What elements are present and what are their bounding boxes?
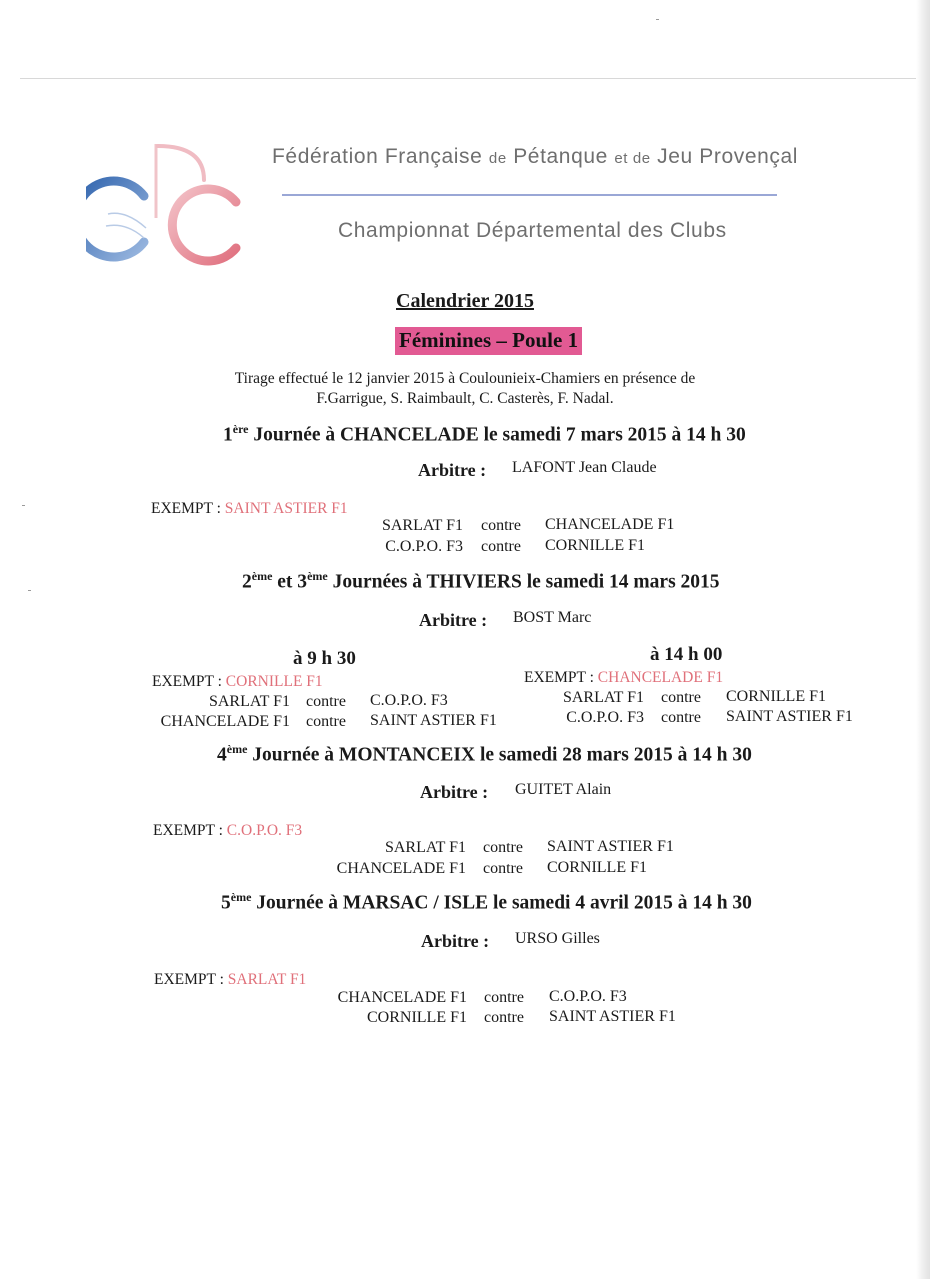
match-home: SARLAT F1	[381, 517, 463, 534]
contre-label: contre	[483, 839, 523, 856]
page-title: Calendrier 2015	[396, 290, 534, 312]
contre-label: contre	[484, 989, 524, 1006]
contre-label: contre	[481, 517, 521, 534]
exempt-line: EXEMPT : C.O.P.O. F3	[153, 822, 303, 839]
exempt-line: EXEMPT : SARLAT F1	[154, 971, 307, 988]
contre-label: contre	[661, 709, 701, 726]
exempt-line: EXEMPT : CHANCELADE F1	[524, 669, 724, 686]
contre-label: contre	[306, 693, 346, 710]
contre-label: contre	[306, 713, 346, 730]
contre-label: contre	[483, 860, 523, 877]
match-away: SAINT ASTIER F1	[547, 838, 674, 855]
match-home: C.O.P.O. F3	[566, 709, 644, 726]
championnat-title: Championnat Départemental des Clubs	[338, 219, 727, 242]
scan-right-edge	[916, 0, 930, 1279]
session-time: à 14 h 00	[650, 644, 723, 665]
session-time: à 9 h 30	[293, 648, 356, 669]
match-home: C.O.P.O. F3	[385, 538, 463, 555]
journee-2-3-heading: 2ème et 3ème Journées à THIVIERS le samedi 14 mars 2015	[242, 569, 720, 593]
match-home: SARLAT F1	[208, 693, 290, 710]
arbitre-name: BOST Marc	[513, 609, 592, 626]
exempt-line: EXEMPT : CORNILLE F1	[152, 673, 323, 690]
poule-heading: Féminines – Poule 1	[395, 327, 582, 355]
arbitre-name: URSO Gilles	[515, 930, 600, 947]
match-home: CHANCELADE F1	[337, 989, 467, 1006]
arbitre-label: Arbitre :	[418, 460, 487, 480]
arbitre-name: LAFONT Jean Claude	[512, 459, 657, 476]
match-away: CORNILLE F1	[547, 859, 647, 876]
journee-5-heading: 5ème Journée à MARSAC / ISLE le samedi 4 avril 2015 à 14 h 30	[221, 890, 752, 914]
arbitre-name: GUITET Alain	[515, 781, 612, 798]
scan-speck	[656, 19, 659, 20]
match-away: CORNILLE F1	[726, 688, 826, 705]
arbitre-label: Arbitre :	[419, 610, 488, 630]
contre-label: contre	[661, 689, 701, 706]
match-home: SARLAT F1	[562, 689, 644, 706]
match-away: C.O.P.O. F3	[549, 988, 627, 1005]
journee-1-heading: 1ère Journée à CHANCELADE le samedi 7 mars 2015 à 14 h 30	[223, 422, 746, 446]
tirage-info: Tirage effectué le 12 janvier 2015 à Coulounieix-Chamiers en présence de F.Garrigue, S. Raimbault, C. Casterès, F. Nadal.	[234, 370, 696, 407]
scan-speck	[22, 505, 25, 506]
arbitre-label: Arbitre :	[420, 782, 489, 802]
scan-top-rule	[20, 78, 925, 79]
journee-4-heading: 4ème Journée à MONTANCEIX le samedi 28 mars 2015 à 14 h 30	[217, 742, 752, 766]
match-home: SARLAT F1	[384, 839, 466, 856]
scan-speck	[28, 590, 31, 591]
header-divider	[282, 194, 777, 196]
match-away: SAINT ASTIER F1	[549, 1008, 676, 1025]
contre-label: contre	[484, 1009, 524, 1026]
federation-name: Fédération Française de Pétanque et de Jeu Provençal	[272, 145, 799, 168]
exempt-line: EXEMPT : SAINT ASTIER F1	[151, 500, 348, 517]
contre-label: contre	[481, 538, 521, 555]
match-home: CHANCELADE F1	[160, 713, 290, 730]
match-away: C.O.P.O. F3	[370, 692, 448, 709]
match-home: CORNILLE F1	[367, 1009, 467, 1026]
cdc-logo-icon	[86, 138, 246, 268]
arbitre-label: Arbitre :	[421, 931, 490, 951]
match-away: SAINT ASTIER F1	[370, 712, 497, 729]
match-away: CHANCELADE F1	[545, 516, 675, 533]
match-home: CHANCELADE F1	[336, 860, 466, 877]
match-away: CORNILLE F1	[545, 537, 645, 554]
match-away: SAINT ASTIER F1	[726, 708, 853, 725]
